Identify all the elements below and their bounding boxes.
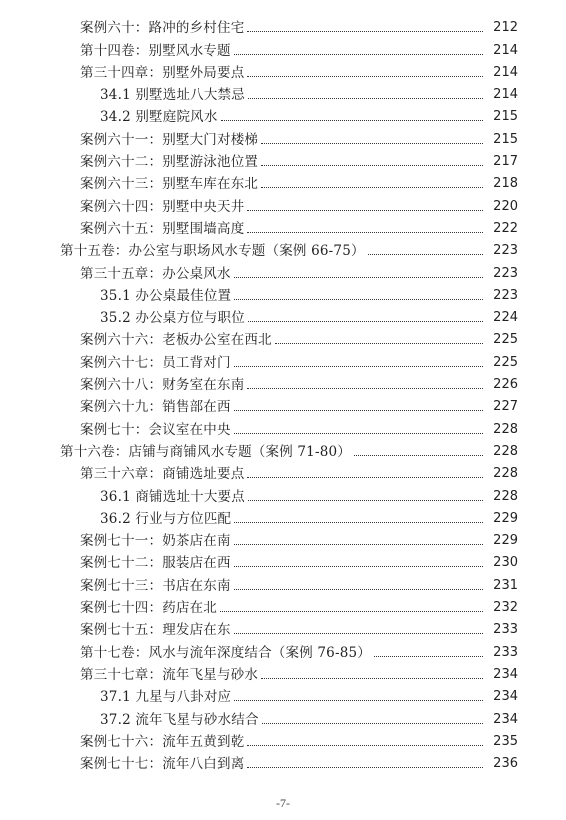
toc-entry-title: 第十五卷：办公室与职场风水专题（案例 66-75） [60, 243, 365, 260]
toc-entry-page-number: 226 [493, 377, 518, 393]
dot-leader [220, 611, 483, 612]
toc-entry-title: 37.1 九星与八卦对应 [100, 689, 232, 706]
dot-leader [234, 433, 483, 434]
toc-entry-page-number: 234 [493, 689, 518, 705]
toc-entry-title: 34.1 别墅选址八大禁忌 [100, 87, 245, 104]
toc-entry-page-number: 225 [493, 332, 518, 348]
toc-entry-page-number: 234 [493, 711, 518, 727]
toc-entry-title: 第三十四章：别墅外局要点 [80, 64, 245, 81]
toc-entry[interactable] [0, 415, 566, 437]
toc-entry-title: 35.2 办公桌方位与职位 [100, 310, 245, 327]
toc-entry[interactable] [0, 728, 566, 750]
dot-leader [247, 477, 483, 478]
toc-entry-page-number: 234 [493, 666, 518, 682]
toc-entry-title: 35.1 办公桌最佳位置 [100, 287, 232, 304]
toc-entry-page-number: 215 [493, 131, 518, 147]
toc-entry-title: 案例六十七：员工背对门 [80, 354, 231, 371]
toc-entry[interactable] [0, 549, 566, 571]
toc-entry[interactable] [0, 661, 566, 683]
toc-entry[interactable] [0, 148, 566, 170]
dot-leader [261, 187, 483, 188]
toc-entry-page-number: 218 [493, 176, 518, 192]
toc-entry[interactable] [0, 571, 566, 593]
dot-leader [234, 589, 483, 590]
toc-entry[interactable] [0, 237, 566, 259]
dot-leader [247, 76, 483, 77]
toc-entry-title: 案例七十五：理发店在东 [80, 622, 231, 639]
dot-leader [262, 723, 483, 724]
toc-entry[interactable] [0, 705, 566, 727]
toc-entry-title: 36.1 商铺选址十大要点 [100, 488, 245, 505]
dot-leader [234, 700, 483, 701]
toc-entry[interactable] [0, 304, 566, 326]
dot-leader [261, 678, 483, 679]
dot-leader [234, 299, 483, 300]
toc-entry[interactable] [0, 348, 566, 370]
toc-entry-page-number: 224 [493, 310, 518, 326]
dot-leader [221, 120, 483, 121]
dot-leader [247, 31, 483, 32]
toc-entry-page-number: 229 [493, 510, 518, 526]
toc-entry-title: 第十四卷：别墅风水专题 [80, 42, 231, 59]
dot-leader [234, 522, 483, 523]
toc-entry-page-number: 235 [493, 733, 518, 749]
dot-leader [248, 500, 483, 501]
toc-entry-page-number: 223 [493, 265, 518, 281]
toc-entry[interactable] [0, 326, 566, 348]
toc-entry-title: 案例六十九：销售部在西 [80, 399, 231, 416]
toc-entry-title: 第三十六章：商铺选址要点 [80, 466, 245, 483]
toc-entry[interactable] [0, 505, 566, 527]
dot-leader [234, 544, 483, 545]
toc-entry[interactable] [0, 259, 566, 281]
toc-entry-title: 第三十七章：流年飞星与砂水 [80, 666, 259, 683]
toc-entry-title: 36.2 行业与方位匹配 [100, 510, 232, 527]
toc-entry[interactable] [0, 371, 566, 393]
toc-entry[interactable] [0, 438, 566, 460]
toc-entry-title: 案例七十七：流年八白到离 [80, 756, 245, 773]
toc-entry[interactable] [0, 482, 566, 504]
toc-entry-page-number: 228 [493, 488, 518, 504]
toc-entry-page-number: 214 [493, 64, 518, 80]
dot-leader [248, 321, 483, 322]
toc-entry-title: 案例七十一：奶茶店在南 [80, 533, 231, 550]
toc-entry[interactable] [0, 59, 566, 81]
dot-leader [234, 633, 483, 634]
toc-entry-page-number: 233 [493, 644, 518, 660]
dot-leader [261, 143, 483, 144]
toc-entry-title: 案例六十一：别墅大门对楼梯 [80, 131, 259, 148]
dot-leader [234, 277, 483, 278]
toc-entry-page-number: 212 [493, 20, 518, 36]
toc-entry-title: 案例七十二：服装店在西 [80, 555, 231, 572]
dot-leader [261, 165, 483, 166]
toc-entry-page-number: 214 [493, 87, 518, 103]
toc-entry-title: 案例六十四：别墅中央天井 [80, 198, 245, 215]
toc-entry-page-number: 230 [493, 555, 518, 571]
toc-entry-page-number: 231 [493, 577, 518, 593]
page-number: -7- [276, 796, 290, 810]
toc-entry-page-number: 228 [493, 466, 518, 482]
toc-entry[interactable] [0, 460, 566, 482]
toc-entry[interactable] [0, 683, 566, 705]
toc-entry-page-number: 229 [493, 533, 518, 549]
toc-entry-page-number: 228 [493, 421, 518, 437]
dot-leader [275, 343, 483, 344]
dot-leader [248, 98, 483, 99]
dot-leader [354, 455, 483, 456]
dot-leader [368, 254, 483, 255]
toc-entry[interactable] [0, 282, 566, 304]
dot-leader [234, 410, 483, 411]
toc-entry-page-number: 223 [493, 243, 518, 259]
toc-entry-page-number: 217 [493, 154, 518, 170]
toc-entry-page-number: 214 [493, 42, 518, 58]
toc-entry[interactable] [0, 750, 566, 772]
toc-entry-title: 案例六十：路冲的乡村住宅 [80, 20, 245, 37]
toc-entry-page-number: 225 [493, 354, 518, 370]
toc-entry-title: 案例七十三：书店在东南 [80, 577, 231, 594]
toc-entry-title: 案例六十五：别墅围墙高度 [80, 220, 245, 237]
toc-entry[interactable] [0, 192, 566, 214]
toc-entry[interactable] [0, 215, 566, 237]
toc-entry-page-number: 228 [493, 443, 518, 459]
dot-leader [234, 366, 483, 367]
toc-entry[interactable] [0, 170, 566, 192]
toc-entry[interactable] [0, 527, 566, 549]
toc-entry[interactable] [0, 594, 566, 616]
toc-entry-title: 第十七卷：风水与流年深度结合（案例 76-85） [80, 644, 372, 661]
toc-entry-title: 案例七十四：药店在北 [80, 600, 217, 617]
toc-entry-page-number: 215 [493, 109, 518, 125]
dot-leader [247, 388, 483, 389]
toc-entry-title: 第十六卷：店铺与商铺风水专题（案例 71-80） [60, 443, 352, 460]
toc-entry-page-number: 223 [493, 287, 518, 303]
toc-entry-page-number: 233 [493, 622, 518, 638]
dot-leader [247, 767, 483, 768]
toc-entry[interactable] [0, 103, 566, 125]
dot-leader [247, 232, 483, 233]
dot-leader [247, 745, 483, 746]
toc-entry[interactable] [0, 36, 566, 58]
toc-entry-page-number: 227 [493, 399, 518, 415]
dot-leader [234, 566, 483, 567]
toc-entry[interactable] [0, 14, 566, 36]
toc-entry-title: 34.2 别墅庭院风水 [100, 109, 218, 126]
toc-entry-title: 案例六十八：财务室在东南 [80, 377, 245, 394]
toc-entry[interactable] [0, 638, 566, 660]
toc-entry[interactable] [0, 393, 566, 415]
toc-entry[interactable] [0, 81, 566, 103]
toc-entry-title: 案例七十：会议室在中央 [80, 421, 231, 438]
toc-entry-page-number: 236 [493, 756, 518, 772]
toc-entry-title: 案例七十六：流年五黄到乾 [80, 733, 245, 750]
toc-entry[interactable] [0, 616, 566, 638]
toc-entry-title: 案例六十二：别墅游泳池位置 [80, 154, 259, 171]
toc-entry-page-number: 232 [493, 600, 518, 616]
toc-entry-title: 第三十五章：办公桌风水 [80, 265, 231, 282]
toc-entry-page-number: 220 [493, 198, 518, 214]
dot-leader [374, 656, 483, 657]
table-of-contents [0, 14, 566, 772]
toc-entry-title: 37.2 流年飞星与砂水结合 [100, 711, 259, 728]
toc-entry[interactable] [0, 125, 566, 147]
toc-entry-title: 案例六十六：老板办公室在西北 [80, 332, 272, 349]
dot-leader [234, 54, 483, 55]
toc-entry-page-number: 222 [493, 220, 518, 236]
dot-leader [247, 210, 483, 211]
toc-entry-title: 案例六十三：别墅车库在东北 [80, 176, 259, 193]
